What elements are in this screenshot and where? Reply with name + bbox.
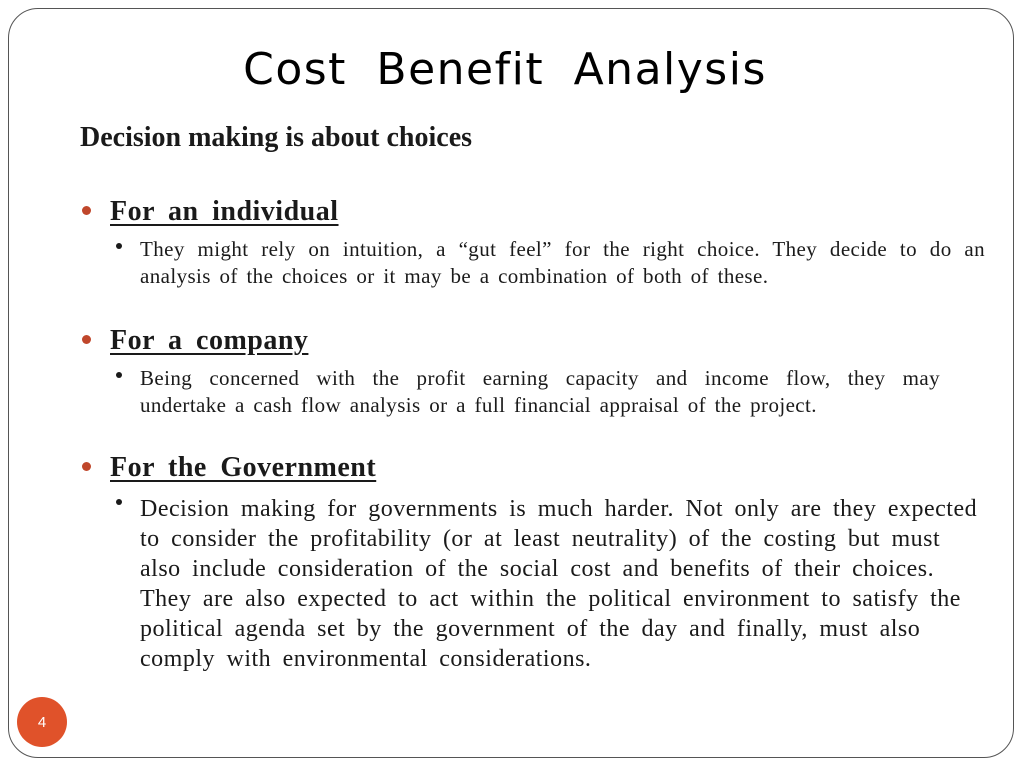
- section-individual: [80, 196, 990, 326]
- slide-subtitle: Decision making is about choices: [80, 122, 473, 153]
- bullet-dot-icon: [82, 335, 91, 344]
- section-company: [80, 325, 990, 455]
- section-body: Decision making for governments is much harder. Not only are they expected to consider the profitability (or at least neutrality) of the costing but must also include consideration of the social cost and benefits of their choices. They are also expected to act within the political environment to satisfy the political agenda set by the government of the day and finally, must also comply with environmental considerations.: [140, 496, 978, 672]
- section-heading: For the Government: [110, 452, 377, 483]
- sub-bullet-dot-icon: [116, 499, 122, 505]
- slide-title: Cost Benefit Analysis: [243, 44, 767, 95]
- section-body: They might rely on intuition, a “gut feel” for the right choice. They decide to do an analysis of the choices or it may be a combination of both of these.: [140, 237, 985, 288]
- sub-bullet-dot-icon: [116, 372, 122, 378]
- bullet-dot-icon: [82, 206, 91, 215]
- section-heading: For an individual: [110, 196, 339, 227]
- section-heading: For a company: [110, 325, 309, 356]
- section-body: Being concerned with the profit earning capacity and income flow, they may undertake a cash flow analysis or a full financial appraisal of the project.: [140, 366, 940, 417]
- section-government: [80, 452, 990, 712]
- bullet-dot-icon: [82, 462, 91, 471]
- page-number-badge: 4: [17, 697, 67, 747]
- sub-bullet-dot-icon: [116, 243, 122, 249]
